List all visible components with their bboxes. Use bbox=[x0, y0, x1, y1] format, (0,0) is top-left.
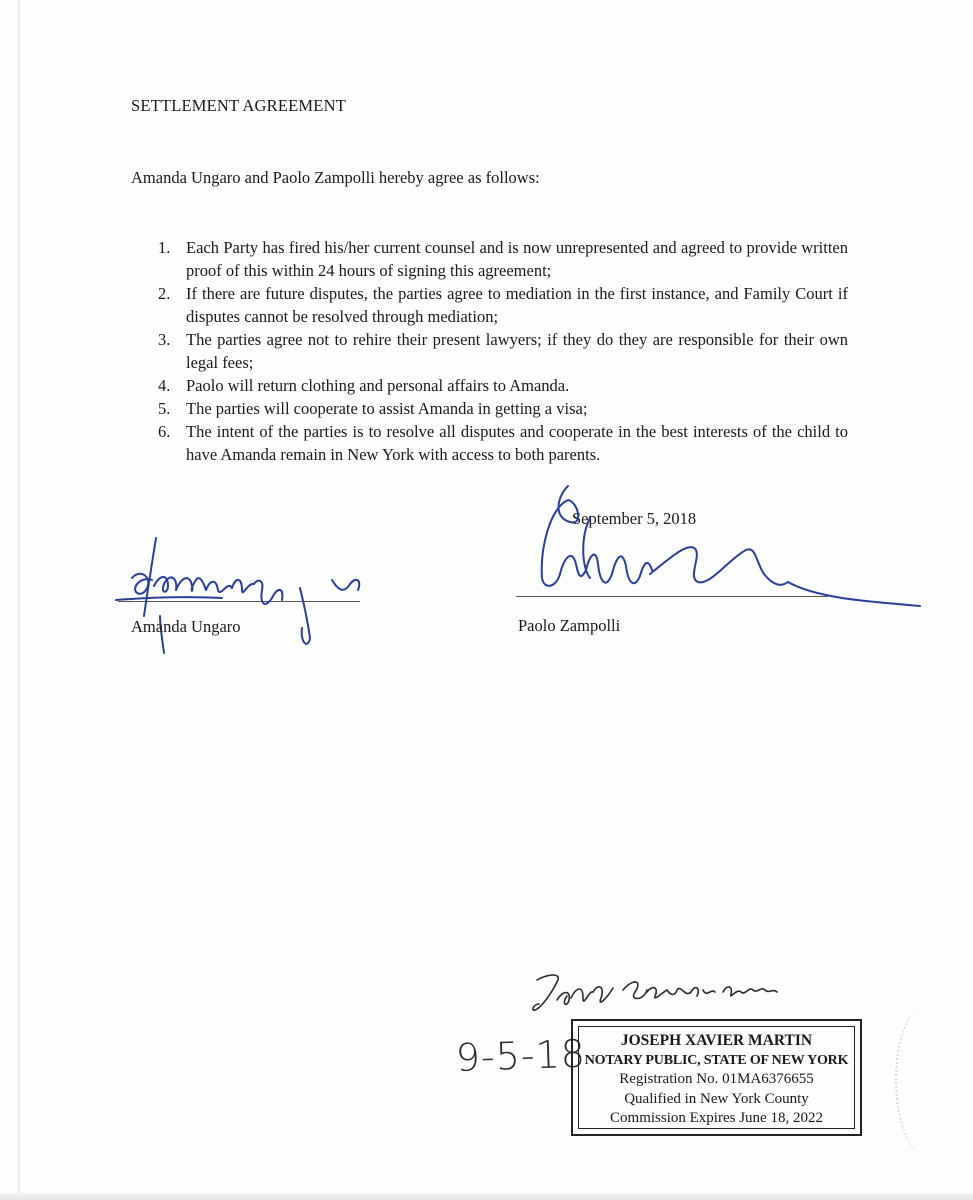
term-text: If there are future disputes, the parties agree to mediation in the first instance, and Family Court if disputes cannot be resolved through mediation; bbox=[186, 284, 848, 326]
term-number: 4. bbox=[158, 376, 171, 395]
term-item bbox=[158, 282, 848, 328]
page-bottom-shadow bbox=[0, 1193, 973, 1200]
term-number: 3. bbox=[158, 330, 171, 349]
term-text: The intent of the parties is to resolve all disputes and cooperate in the best interests of the child to have Amanda remain in New York with access to both parents. bbox=[186, 422, 848, 464]
term-text: The parties agree not to rehire their present lawyers; if they do they are responsible for their own legal fees; bbox=[186, 330, 848, 372]
term-text: Paolo will return clothing and personal affairs to Amanda. bbox=[186, 376, 570, 395]
document-title: SETTLEMENT AGREEMENT bbox=[131, 96, 346, 115]
notary-registration: Registration No. 01MA6376655 bbox=[619, 1071, 814, 1087]
signature-paolo-zampolli bbox=[520, 478, 930, 613]
term-text: Each Party has fired his/her current counsel and is now unrepresented and agreed to provide written proof of this within 24 hours of signing this agreement; bbox=[186, 238, 848, 280]
notary-qualified: Qualified in New York County bbox=[624, 1090, 809, 1107]
signatory-name-left: Amanda Ungaro bbox=[131, 617, 241, 636]
embossed-seal-edge bbox=[895, 1005, 957, 1155]
page-edge-shadow bbox=[18, 0, 21, 1200]
notary-handwritten-signature bbox=[527, 968, 787, 1018]
term-item bbox=[158, 397, 848, 420]
notary-stamp-inner bbox=[578, 1026, 855, 1129]
signature-amanda-ungaro bbox=[112, 528, 372, 663]
term-text: The parties will cooperate to assist Amanda in getting a visa; bbox=[186, 399, 588, 418]
term-item bbox=[158, 236, 848, 282]
notary-expiration: Commission Expires June 18, 2022 bbox=[610, 1110, 823, 1126]
intro-paragraph: Amanda Ungaro and Paolo Zampolli hereby agree as follows: bbox=[131, 168, 540, 187]
notary-title: NOTARY PUBLIC, STATE OF NEW YORK bbox=[584, 1052, 849, 1068]
term-item bbox=[158, 328, 848, 374]
signatory-name-right: Paolo Zampolli bbox=[518, 616, 621, 635]
term-number: 6. bbox=[158, 422, 171, 441]
term-number: 2. bbox=[158, 284, 171, 303]
term-item bbox=[158, 420, 848, 466]
notary-name: JOSEPH XAVIER MARTIN bbox=[620, 1032, 813, 1049]
term-number: 1. bbox=[158, 238, 171, 257]
notary-stamp bbox=[571, 1019, 862, 1136]
term-number: 5. bbox=[158, 399, 171, 418]
signature-date: September 5, 2018 bbox=[572, 509, 697, 528]
term-item bbox=[158, 374, 848, 397]
handwritten-notary-date: 9-5-18 bbox=[455, 1031, 587, 1080]
terms-list bbox=[158, 236, 848, 466]
